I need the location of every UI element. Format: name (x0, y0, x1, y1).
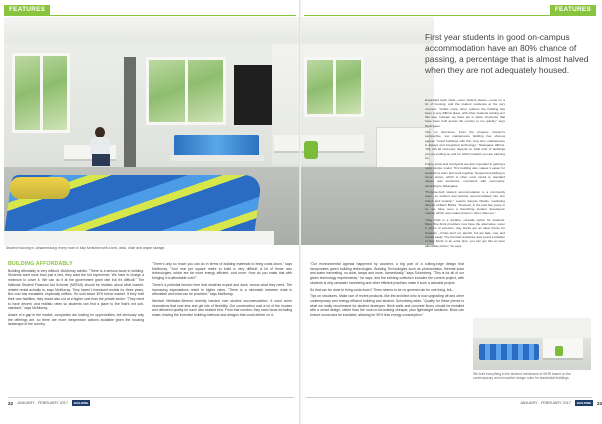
page-number-left: 22 (8, 400, 14, 406)
paragraph: "Our environmental agenda happened by accident, a big part of a cutting-edge design that incorporates green building technologies. Building Technologies such as photovoltaics, thermal solar and water harvesting, on solar, lamps and more, domestically," says Schonberg. "This is for all of our green technology requirements," he says, and the existing collection includes the current project, with students is why rainwater harvesting and other efficient practices make it such a valuable project. (310, 262, 464, 285)
far-bed (174, 135, 259, 157)
photo-caption: Student housing in Johannesburg; every room is fully furnished with a bed, desk, chair and ample storage. (6, 246, 166, 250)
paragraph: "There's only so much you can do in terms of building materials to bring costs down," says McMurray. "Your real per square metre to build is very difficult. A lot of these new technologies, which are far more energy efficient, cost more. How do you make that with bringing it to affordable cost?" (152, 262, 292, 281)
pillow (10, 177, 70, 199)
section-rule-left (4, 15, 296, 16)
paragraph: Tips on structures. From the property investor's perspective, low maintenance building has obvious appeal. "Good buildings with this, long term maintenance is always and integrated technology," Ntsangase affirms. "We will all obviously depend on what kind of buildings you are putting up and for which markets you are catering for. (425, 130, 505, 160)
issue-date-right: JANUARY - FEBRUARY 2017 (520, 401, 571, 405)
page-number-right: 23 (597, 400, 602, 406)
window-left (12, 53, 70, 133)
near-bed-base (4, 231, 274, 245)
paragraph: Tips on structures. Make use of recent products, like the architect who is now upgrading off and other contemporary and energy-efficient building and student. Schonberg adds: "Quality for these pieces is what we really recommend for student developer. Brick walls and concrete floors should be installed with a smart design, rather than the soon-to-be-leaking cheaper, plus lightweight solutions. Brick can ensure sound and be insulated, allowing for 50% less energy consumption." (310, 294, 464, 318)
left-column-2 (152, 262, 292, 320)
section-rule-right (304, 15, 596, 16)
student-figure (88, 127, 112, 167)
magazine-logo-left: BUILDING (73, 401, 89, 405)
paragraph: Frame joints and courtyards are also important in getting a more simple model. This building also makes it easier for students to learn and work together. Sequenced parking in some stores, which is often most useful to standard values and structures, consistent with community, according to Ntsangase. (425, 162, 505, 188)
paragraph: Expanded beds visits—even student places—come on a lot of housing, and the student residence at the very moment. "Unlike many other cultures the building has been a very difficult place, with other students looking at it this way. Instead, we have put in place structures that have been built across the country to run quickly," says Ntsangase. (425, 98, 505, 128)
notice-board (234, 65, 272, 125)
section-heading: BUILDING AFFORDABLY (8, 261, 73, 267)
section-tab-right: FEATURES (550, 5, 596, 15)
issue-date-left: JANUARY - FEBRUARY 2017 (17, 401, 69, 405)
paragraph: There's a potential tension here that students expect and want, versus what they need. The increasing expectations result in higher rates. "There is a mismatch between what is affordable and what can be provided," says McMurray. (152, 282, 292, 297)
paragraph: Wentzel Whittaker-Berend recently handed over student accommodation. It used some innovations that cost less and get lots of flexibility. Our construction cost a lot of the houses and delivered quality for each new student bed. From that number, they used ideas including smart, leaving the inventive building methods and designs that could deliver on it. (152, 298, 292, 318)
desk-right (274, 135, 364, 153)
right-column-2 (310, 262, 464, 320)
left-column-1 (8, 262, 144, 329)
paragraph: Building affordably is very difficult, McMurray admits. "There is a serious issue in building. Students want more than just a bed, they want the full experience. We have to charge a minimum to cover it. We can do it at the government grant rate but it's difficult." The National Student Financial Aid Scheme (NSFAS) should be realistic about what market-related rental actually is, says McMurray. They haven't increased rentals for three years. But cost has escalated, especially utilities. It's sold about 30% below market. If they built their own facilities, they would also not at a higher cost than the private sector. "They need to have decent, and realistic rates so students can find a place to live that's not sub-standard," says McMurray. (8, 268, 144, 311)
thumbnail-caption: We built everything in the student residences of WHR based on the contemporary and innovative design rules for residential buildings. (473, 372, 571, 381)
magazine-logo-right: BUILDING (576, 401, 592, 405)
footer-rule-left (8, 397, 294, 398)
window-middle (146, 57, 226, 125)
window-right (304, 57, 364, 117)
paragraph: "Clay brick is a durable, versatile option for students. Many fine brick providers now have the alternative, lower in terms of exteriors, clay bricks are an ideal choice for students – bricks don't rot, tarnish, but are fade, rust, and cracks easily. The thermal resistance and sound insulation of clay bricks is an extra plus, you can get this at more affordable prices," he says. (425, 217, 505, 248)
section-tab-left: FEATURES (4, 5, 50, 15)
footer-right (520, 400, 602, 406)
dorm-room-photo (4, 17, 434, 245)
paragraph: Aware of a gap in the market, companies are looking for opportunities, but obviously only the offerings are, so there are more inexpensive options available given the housing landscape of the country. (8, 313, 144, 327)
page-spine (299, 0, 301, 424)
right-column-1 (425, 98, 505, 250)
thumbnail-photo (473, 318, 591, 370)
green-chair (304, 141, 318, 159)
far-bed-frame (170, 155, 264, 161)
footer-left (8, 400, 90, 406)
paragraph: "Purpose-built student accommodation is a community team, so student and lecturer accommodated into one brand and location," reports Sanyas Marais, marketing director of Berts Bricks. "However, in the past five years or so, we have seen a flourishing student developers' market, which now makes prices in other cities too." (425, 189, 505, 216)
pull-quote: First year students in good on-campus accommodation have an 80% chance of passing, a percentage that is almost halved when they are not adequately housed. (425, 32, 589, 75)
paragraph: So that can be done to bring costs down? There seems to be no general rule for one thing, but... (310, 287, 455, 292)
ceiling (4, 17, 434, 43)
footer-rule-right (306, 397, 592, 398)
